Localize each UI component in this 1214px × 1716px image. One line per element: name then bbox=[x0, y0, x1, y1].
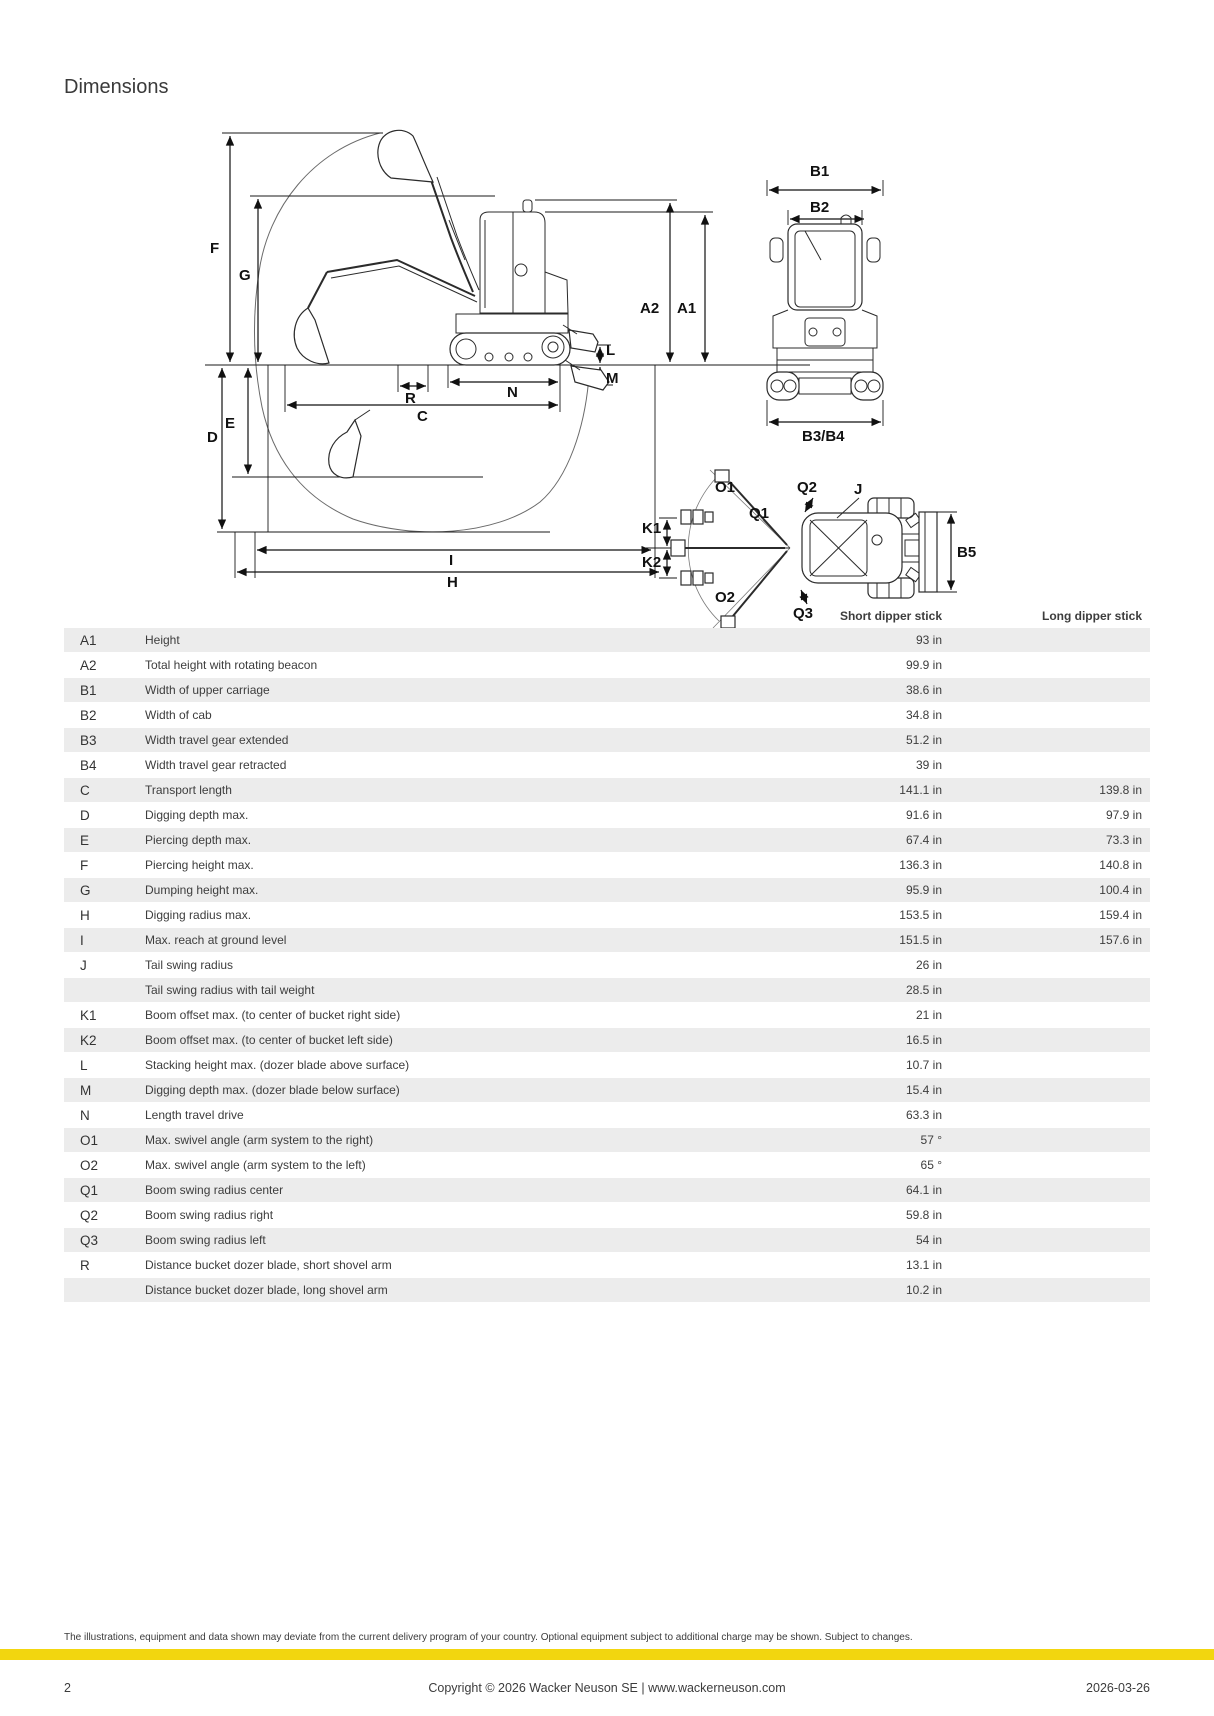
value-short: 153.5 in bbox=[899, 908, 942, 922]
dim-code: K2 bbox=[80, 1032, 97, 1048]
dim-code: B3 bbox=[80, 732, 97, 748]
dim-description: Boom offset max. (to center of bucket left side) bbox=[145, 1033, 393, 1047]
dim-label-b2: B2 bbox=[810, 199, 830, 216]
table-row bbox=[64, 1078, 1150, 1103]
dim-code: A2 bbox=[80, 657, 97, 673]
dim-description: Piercing height max. bbox=[145, 858, 254, 872]
value-short: 26 in bbox=[915, 958, 942, 972]
table-row bbox=[64, 753, 1150, 778]
page-title: Dimensions bbox=[64, 76, 169, 98]
value-short: 99.9 in bbox=[905, 658, 942, 672]
dim-code: F bbox=[80, 857, 89, 873]
value-short: 151.5 in bbox=[899, 933, 942, 947]
dim-description: Length travel drive bbox=[145, 1108, 244, 1122]
value-short: 57 ° bbox=[920, 1133, 942, 1147]
dim-description: Dumping height max. bbox=[145, 883, 259, 897]
value-short: 39 in bbox=[915, 758, 942, 772]
value-short: 28.5 in bbox=[905, 983, 942, 997]
dim-code: B1 bbox=[80, 682, 97, 698]
table-row bbox=[64, 1053, 1150, 1078]
dim-description: Max. swivel angle (arm system to the left) bbox=[145, 1158, 366, 1172]
dim-description: Boom offset max. (to center of bucket right side) bbox=[145, 1008, 401, 1022]
table-row bbox=[64, 1203, 1150, 1228]
value-short: 95.9 in bbox=[905, 883, 942, 897]
dim-label-e: E bbox=[225, 415, 236, 432]
table-row bbox=[64, 1253, 1150, 1278]
table-row bbox=[64, 828, 1150, 853]
dim-code: D bbox=[80, 807, 90, 823]
dim-description: Piercing depth max. bbox=[145, 833, 252, 847]
table-row bbox=[64, 703, 1150, 728]
dim-label-a1: A1 bbox=[677, 300, 697, 317]
dim-description: Distance bucket dozer blade, short shovel arm bbox=[145, 1258, 392, 1272]
value-short: 64.1 in bbox=[905, 1183, 942, 1197]
value-short: 16.5 in bbox=[905, 1033, 942, 1047]
table-row bbox=[64, 928, 1150, 953]
dim-label-k2: K2 bbox=[642, 554, 662, 571]
disclaimer-text: The illustrations, equipment and data shown may deviate from the current delivery program of your country. Optional equipment subject to additional charge may be shown. Subject to changes. bbox=[64, 1632, 913, 1643]
value-short: 91.6 in bbox=[905, 808, 942, 822]
table-row bbox=[64, 953, 1150, 978]
table-row bbox=[64, 1003, 1150, 1028]
dim-description: Boom swing radius right bbox=[145, 1208, 274, 1222]
table-row bbox=[64, 803, 1150, 828]
dim-label-n: N bbox=[507, 384, 518, 401]
value-short: 13.1 in bbox=[905, 1258, 942, 1272]
dim-description: Max. swivel angle (arm system to the right) bbox=[145, 1133, 374, 1147]
dim-description: Digging radius max. bbox=[145, 908, 252, 922]
table-row bbox=[64, 1278, 1150, 1303]
value-short: 10.2 in bbox=[905, 1283, 942, 1297]
copyright-text: Copyright © 2026 Wacker Neuson SE | www.wackerneuson.com bbox=[428, 1681, 786, 1695]
dim-label-k1: K1 bbox=[642, 520, 662, 537]
dim-code: B2 bbox=[80, 707, 97, 723]
dim-description: Height bbox=[145, 633, 180, 647]
dim-label-b3b4: B3/B4 bbox=[802, 428, 845, 445]
dim-code: L bbox=[80, 1057, 88, 1073]
dim-code: Q3 bbox=[80, 1232, 99, 1248]
dim-label-o2: O2 bbox=[715, 589, 736, 606]
value-short: 10.7 in bbox=[905, 1058, 942, 1072]
table-row bbox=[64, 853, 1150, 878]
value-long: 73.3 in bbox=[1105, 833, 1142, 847]
value-long: 97.9 in bbox=[1105, 808, 1142, 822]
value-short: 93 in bbox=[915, 633, 942, 647]
dim-label-d: D bbox=[207, 429, 218, 446]
header-long-dipper: Long dipper stick bbox=[1041, 609, 1142, 623]
dim-code: N bbox=[80, 1107, 90, 1123]
dim-code: I bbox=[80, 932, 84, 948]
dim-label-o1: O1 bbox=[715, 479, 736, 496]
dim-code: H bbox=[80, 907, 90, 923]
side-view bbox=[205, 130, 810, 591]
dim-description: Transport length bbox=[145, 783, 232, 797]
value-long: 139.8 in bbox=[1099, 783, 1142, 797]
dim-label-g: G bbox=[239, 267, 251, 284]
dim-description: Width of cab bbox=[145, 708, 212, 722]
value-long: 100.4 in bbox=[1099, 883, 1142, 897]
value-short: 34.8 in bbox=[905, 708, 942, 722]
dim-label-m: M bbox=[606, 370, 619, 387]
dim-description: Tail swing radius with tail weight bbox=[145, 983, 315, 997]
table-row bbox=[64, 1178, 1150, 1203]
value-long: 140.8 in bbox=[1099, 858, 1142, 872]
front-view bbox=[767, 163, 883, 445]
dim-label-f: F bbox=[210, 240, 220, 257]
table-row bbox=[64, 778, 1150, 803]
value-long: 159.4 in bbox=[1099, 908, 1142, 922]
dim-label-l: L bbox=[606, 342, 616, 359]
dim-description: Stacking height max. (dozer blade above surface) bbox=[145, 1058, 410, 1072]
value-short: 51.2 in bbox=[905, 733, 942, 747]
value-short: 15.4 in bbox=[905, 1083, 942, 1097]
dim-label-i: I bbox=[449, 552, 454, 569]
dim-description: Digging depth max. bbox=[145, 808, 249, 822]
value-short: 136.3 in bbox=[899, 858, 942, 872]
value-short: 141.1 in bbox=[899, 783, 942, 797]
dim-label-b5: B5 bbox=[957, 544, 977, 561]
dimensions-table bbox=[64, 604, 1150, 1303]
value-short: 38.6 in bbox=[905, 683, 942, 697]
dim-code: Q2 bbox=[80, 1207, 99, 1223]
table-row bbox=[64, 878, 1150, 903]
table-row bbox=[64, 1103, 1150, 1128]
dim-description: Digging depth max. (dozer blade below surface) bbox=[145, 1083, 400, 1097]
table-row bbox=[64, 1128, 1150, 1153]
dim-description: Boom swing radius center bbox=[145, 1183, 284, 1197]
dim-code: M bbox=[80, 1082, 92, 1098]
table-row bbox=[64, 728, 1150, 753]
dim-label-j: J bbox=[854, 481, 863, 498]
table-row bbox=[64, 628, 1150, 653]
dim-label-h: H bbox=[447, 574, 458, 591]
dim-code: K1 bbox=[80, 1007, 97, 1023]
dim-label-q3: Q3 bbox=[793, 605, 814, 622]
value-short: 67.4 in bbox=[905, 833, 942, 847]
value-short: 59.8 in bbox=[905, 1208, 942, 1222]
dim-code: Q1 bbox=[80, 1182, 99, 1198]
table-header-row bbox=[64, 604, 1150, 628]
dim-code: B4 bbox=[80, 757, 97, 773]
dim-description: Distance bucket dozer blade, long shovel arm bbox=[145, 1283, 388, 1297]
table-row bbox=[64, 978, 1150, 1003]
value-short: 63.3 in bbox=[905, 1108, 942, 1122]
table-row bbox=[64, 678, 1150, 703]
dim-label-a2: A2 bbox=[640, 300, 660, 317]
dim-description: Total height with rotating beacon bbox=[145, 658, 318, 672]
dim-description: Width of upper carriage bbox=[145, 683, 270, 697]
value-short: 65 ° bbox=[920, 1158, 942, 1172]
table-row bbox=[64, 1028, 1150, 1053]
dim-code: E bbox=[80, 832, 90, 848]
document-date: 2026-03-26 bbox=[1086, 1681, 1150, 1695]
dim-description: Width travel gear extended bbox=[145, 733, 289, 747]
dim-code: O2 bbox=[80, 1157, 99, 1173]
dim-code: G bbox=[80, 882, 91, 898]
page-number: 2 bbox=[64, 1681, 71, 1695]
dim-description: Max. reach at ground level bbox=[145, 933, 287, 947]
header-short-dipper: Short dipper stick bbox=[839, 609, 942, 623]
dim-label-b1: B1 bbox=[810, 163, 830, 180]
dim-description: Boom swing radius left bbox=[145, 1233, 266, 1247]
value-long: 157.6 in bbox=[1099, 933, 1142, 947]
dim-code: R bbox=[80, 1257, 90, 1273]
table-row bbox=[64, 903, 1150, 928]
dim-label-c: C bbox=[417, 408, 428, 425]
dim-code: A1 bbox=[80, 632, 97, 648]
table-row bbox=[64, 653, 1150, 678]
dim-label-q2: Q2 bbox=[797, 479, 818, 496]
table-rows bbox=[64, 628, 1150, 1303]
dim-label-q1: Q1 bbox=[749, 505, 770, 522]
dim-description: Width travel gear retracted bbox=[145, 758, 287, 772]
dim-code: C bbox=[80, 782, 90, 798]
value-short: 21 in bbox=[915, 1008, 942, 1022]
dim-code: J bbox=[80, 957, 87, 973]
dim-label-r: R bbox=[405, 390, 416, 407]
value-short: 54 in bbox=[915, 1233, 942, 1247]
dim-description: Tail swing radius bbox=[145, 958, 234, 972]
table-row bbox=[64, 1228, 1150, 1253]
dim-code: O1 bbox=[80, 1132, 99, 1148]
table-row bbox=[64, 1153, 1150, 1178]
accent-bar bbox=[0, 1649, 1214, 1660]
